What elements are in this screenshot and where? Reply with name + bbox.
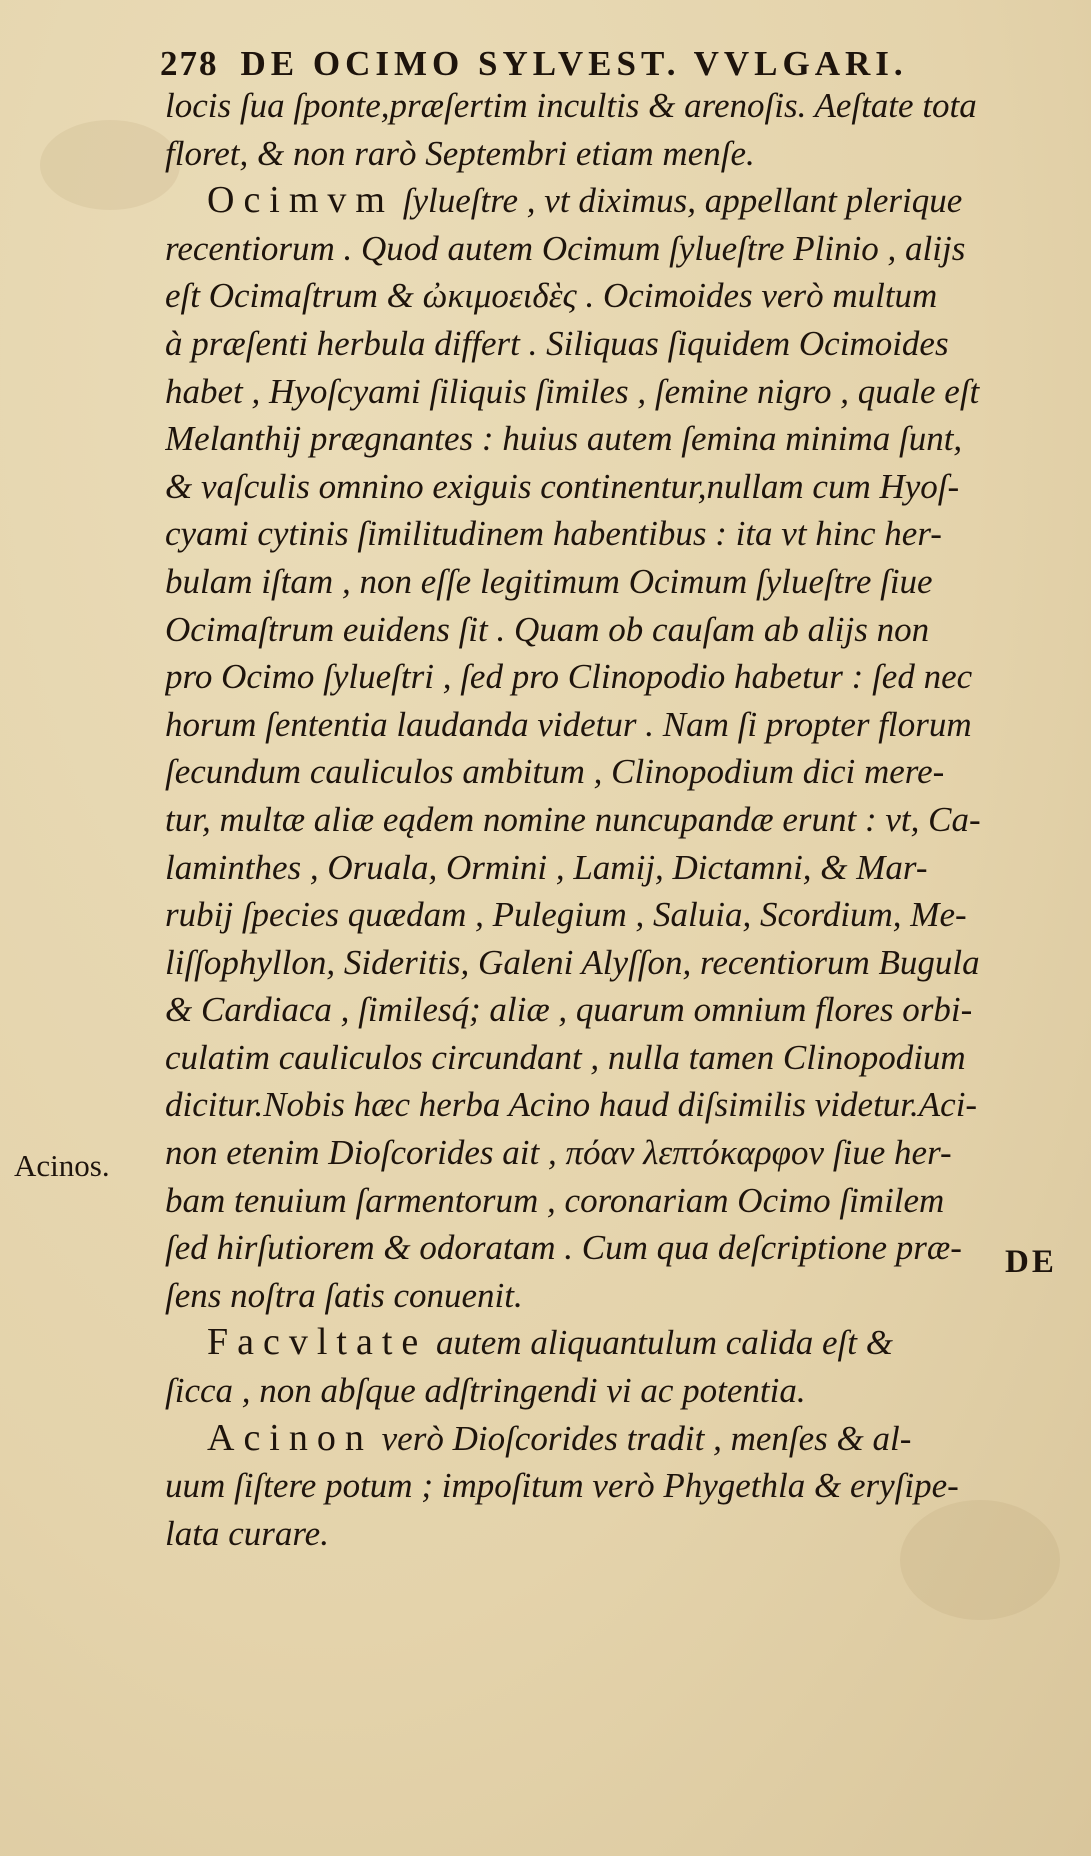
text-line bbox=[165, 1462, 1065, 1510]
small-caps-lead: Facvltate bbox=[207, 1321, 428, 1364]
text-line bbox=[165, 510, 1065, 558]
line-text: pro Ocimo ſylueſtri , ſed pro Clinopodio habetur : ſed nec bbox=[165, 657, 973, 697]
text-line bbox=[165, 82, 1065, 130]
text-line bbox=[165, 1272, 1065, 1320]
text-line bbox=[165, 844, 1065, 892]
text-line bbox=[165, 1510, 1065, 1558]
text-line bbox=[165, 1081, 1065, 1129]
line-text: Ocimaſtrum euidens ſit . Quam ob cauſam ab alijs non bbox=[165, 609, 930, 649]
line-text: ſylueſtre , vt diximus, appellant plerique bbox=[393, 181, 963, 221]
line-text: recentiorum . Quod autem Ocimum ſylueſtre Plinio , alijs bbox=[165, 228, 966, 268]
text-line bbox=[165, 748, 1065, 796]
text-line bbox=[165, 1224, 1065, 1272]
text-line bbox=[165, 558, 1065, 606]
text-line bbox=[165, 1319, 1065, 1367]
text-line bbox=[165, 1177, 1065, 1225]
text-line bbox=[165, 701, 1065, 749]
running-header bbox=[160, 44, 1040, 84]
line-text: ſicca , non abſque adſtringendi vi ac potentia. bbox=[165, 1371, 806, 1411]
text-line bbox=[165, 463, 1065, 511]
line-text: dicitur.Nobis hæc herba Acino haud diſsimilis videtur.Aci- bbox=[165, 1085, 978, 1125]
line-text: bam tenuium ſarmentorum , coronariam Ocimo ſimilem bbox=[165, 1180, 945, 1220]
line-text: verò Dioſcorides tradit , menſes & al- bbox=[372, 1418, 912, 1458]
text-line bbox=[165, 1415, 1065, 1463]
line-text: & Cardiaca , ſimilesq́; aliæ , quarum omnium flores orbi- bbox=[165, 990, 973, 1030]
text-line bbox=[165, 1129, 1065, 1177]
paper-stain bbox=[40, 120, 180, 210]
line-text: ſens noſtra ſatis conuenit. bbox=[165, 1275, 523, 1315]
text-line bbox=[165, 320, 1065, 368]
text-line bbox=[165, 796, 1065, 844]
running-title: DE OCIMO SYLVEST. VVLGARI. bbox=[240, 44, 908, 83]
margin-note: Acinos. bbox=[14, 1148, 110, 1183]
line-text: autem aliquantulum calida eſt & bbox=[427, 1323, 893, 1363]
line-text: locis ſua ſponte,præſertim incultis & arenoſis. Aeſtate tota bbox=[165, 86, 977, 125]
small-caps-lead: Acinon bbox=[207, 1416, 373, 1459]
text-line bbox=[165, 130, 1065, 178]
text-line bbox=[165, 177, 1065, 225]
line-text: tur, multæ aliæ eądem nomine nuncupandæ erunt : vt, Ca- bbox=[165, 799, 981, 839]
main-text bbox=[165, 82, 1065, 1557]
text-line bbox=[165, 606, 1065, 654]
text-line bbox=[165, 1367, 1065, 1415]
text-line bbox=[165, 986, 1065, 1034]
line-text: laminthes , Oruala, Ormini , Lamij, Dictamni, & Mar- bbox=[165, 847, 928, 887]
text-line bbox=[165, 415, 1065, 463]
line-text: ſed hirſutiorem & odoratam . Cum qua deſcriptione præ- bbox=[165, 1228, 962, 1268]
line-text: horum ſententia laudanda videtur . Nam ſi propter florum bbox=[165, 704, 972, 744]
line-text: & vaſculis omnino exiguis continentur,nullam cum Hyoſ- bbox=[165, 466, 960, 506]
text-line bbox=[165, 939, 1065, 987]
text-line bbox=[165, 225, 1065, 273]
line-text: rubij ſpecies quædam , Pulegium , Saluia, Scordium, Me- bbox=[165, 895, 967, 935]
text-line bbox=[165, 891, 1065, 939]
line-text: culatim cauliculos circundant , nulla tamen Clinopodium bbox=[165, 1037, 966, 1077]
line-text: liſſophyllon, Sideritis, Galeni Alyſſon, recentiorum Bugula bbox=[165, 942, 980, 982]
line-text: bulam iſtam , non eſſe legitimum Ocimum ſylueſtre ſiue bbox=[165, 561, 933, 601]
text-line bbox=[165, 653, 1065, 701]
page-number: 278 bbox=[160, 44, 219, 83]
text-line bbox=[165, 1034, 1065, 1082]
line-text: eſt Ocimaſtrum & ὠκιμοειδὲς . Ocimoides verò multum bbox=[165, 276, 938, 316]
line-text: cyami cytinis ſimilitudinem habentibus : ita vt hinc her- bbox=[165, 514, 942, 554]
catchword: DE bbox=[1005, 1244, 1057, 1280]
line-text: ſecundum cauliculos ambitum , Clinopodium dici mere- bbox=[165, 752, 945, 792]
small-caps-lead: Ocimvm bbox=[207, 179, 394, 222]
text-line bbox=[165, 368, 1065, 416]
line-text: floret, & non rarò Septembri etiam menſe. bbox=[165, 133, 755, 173]
line-text: habet , Hyoſcyami ſiliquis ſimiles , ſemine nigro , quale eſt bbox=[165, 371, 980, 411]
text-line bbox=[165, 272, 1065, 320]
line-text: lata curare. bbox=[165, 1513, 329, 1553]
line-text: à præſenti herbula differt . Siliquas ſiquidem Ocimoides bbox=[165, 323, 949, 363]
line-text: uum ſiſtere potum ; impoſitum verò Phygethla & eryſipe- bbox=[165, 1466, 959, 1506]
line-text: Melanthij prægnantes : huius autem ſemina minima ſunt, bbox=[165, 419, 963, 459]
line-text: non etenim Dioſcorides ait , πόαν λεπτόκαρφον ſiue her- bbox=[165, 1133, 952, 1173]
